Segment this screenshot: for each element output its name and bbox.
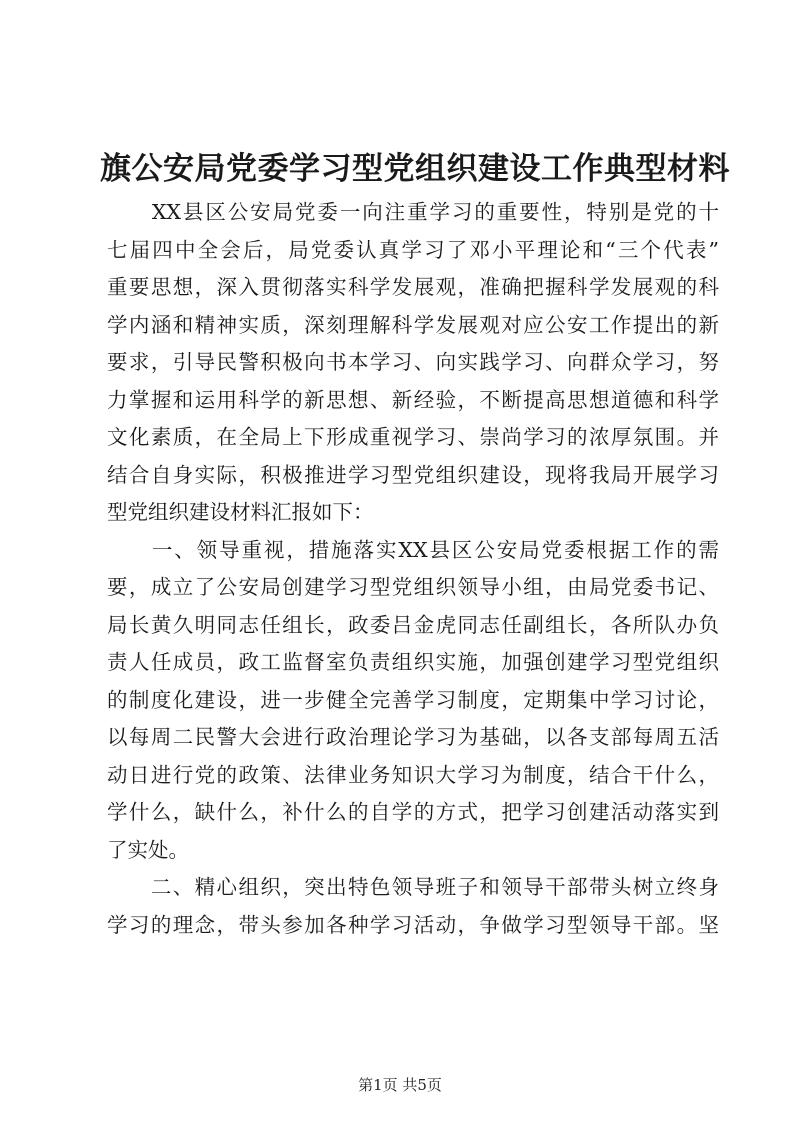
body-line: 学习的理念，带头参加各种学习活动，争做学习型领导干部。坚	[107, 912, 719, 937]
body-line: 要，成立了公安局创建学习型党组织领导小组，由局党委书记、	[107, 575, 719, 599]
body-line: 重要思想，深入贯彻落实科学发展观，准确把握科学发展观的科	[107, 275, 719, 299]
body-line: XX县区公安局党委一向注重学习的重要性，特别是党的十	[107, 200, 719, 224]
body-line: 型党组织建设材料汇报如下：	[107, 500, 374, 524]
body-line: 的制度化建设，进一步健全完善学习制度，定期集中学习讨论，	[107, 687, 719, 712]
body-line: 学内涵和精神实质，深刻理解科学发展观对应公安工作提出的新	[107, 312, 719, 337]
body-line: 结合自身实际，积极推进学习型党组织建设，现将我局开展学习	[107, 462, 719, 487]
document-body	[107, 194, 719, 944]
body-line: 要求，引导民警积极向书本学习、向实践学习、向群众学习，努	[107, 350, 719, 374]
page-footer: 第1页 共5页	[358, 1076, 442, 1094]
body-line: 责人任成员，政工监督室负责组织实施，加强创建学习型党组织	[107, 650, 719, 674]
body-line: 局长黄久明同志任组长，政委吕金虎同志任副组长，各所队办负	[107, 612, 719, 637]
body-line: 二、精心组织，突出特色领导班子和领导干部带头树立终身	[107, 875, 719, 899]
body-line: 以每周二民警大会进行政治理论学习为基础，以各支部每周五活	[107, 725, 719, 749]
body-line: 一、领导重视，措施落实XX县区公安局党委根据工作的需	[107, 537, 719, 562]
body-line: 文化素质，在全局上下形成重视学习、崇尚学习的浓厚氛围。并	[107, 425, 719, 449]
body-line: 力掌握和运用科学的新思想、新经验，不断提高思想道德和科学	[107, 387, 719, 412]
body-line: 学什么，缺什么，补什么的自学的方式，把学习创建活动落实到	[107, 800, 719, 824]
document-title: 旗公安局党委学习型党组织建设工作典型材料	[100, 151, 730, 187]
body-line: 了实处。	[107, 837, 189, 862]
body-line: 动日进行党的政策、法律业务知识大学习为制度，结合干什么，	[107, 762, 719, 787]
body-line: 七届四中全会后，局党委认真学习了邓小平理论和“三个代表”	[107, 237, 719, 262]
